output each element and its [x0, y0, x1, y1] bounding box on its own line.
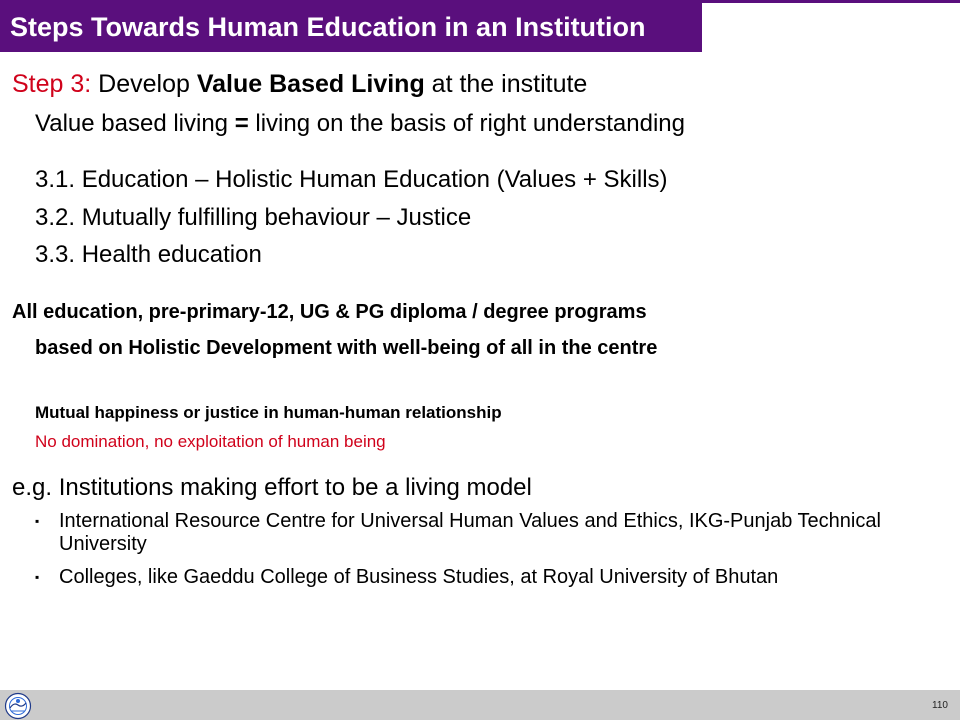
programs-line-1: All education, pre-primary-12, UG & PG diploma / degree programs — [12, 301, 647, 323]
list-item — [35, 510, 945, 556]
example-heading: e.g. Institutions making effort to be a living model — [12, 474, 532, 501]
definition-part-1: Value based living — [35, 110, 235, 137]
example-text: International Resource Centre for Universal Human Values and Ethics, IKG-Punjab Technical University — [59, 510, 881, 555]
logo-icon — [3, 692, 33, 720]
substep-item: 3.2. Mutually fulfilling behaviour – Justice — [35, 204, 472, 231]
footer-bar — [0, 690, 960, 720]
slide-title: Steps Towards Human Education in an Institution — [10, 12, 646, 42]
step-text-2: at the institute — [424, 70, 588, 98]
square-bullet-icon: ▪ — [35, 514, 40, 528]
substep-item: 3.3. Health education — [35, 241, 262, 268]
square-bullet-icon: ▪ — [35, 570, 40, 584]
definition-line — [35, 110, 685, 138]
step-text-1: Develop — [91, 70, 197, 98]
page-number: 110 — [932, 700, 948, 711]
list-item — [35, 566, 945, 589]
step-bold-text: Value Based Living — [196, 70, 425, 98]
no-domination-line: No domination, no exploitation of human being — [35, 432, 386, 451]
programs-line-2: based on Holistic Development with well-being of all in the centre — [35, 337, 658, 359]
step-heading — [12, 70, 587, 99]
example-text: Colleges, like Gaeddu College of Business Studies, at Royal University of Bhutan — [59, 566, 779, 588]
mutual-happiness-line: Mutual happiness or justice in human-human relationship — [35, 403, 502, 422]
definition-part-2: living on the basis of right understanding — [248, 110, 685, 137]
example-list — [35, 510, 945, 599]
definition-equals: = — [234, 110, 249, 137]
step-label: Step 3: — [12, 70, 92, 98]
title-rule — [702, 0, 960, 3]
title-bar — [0, 0, 702, 52]
substep-item: 3.1. Education – Holistic Human Education (Values + Skills) — [35, 166, 668, 193]
